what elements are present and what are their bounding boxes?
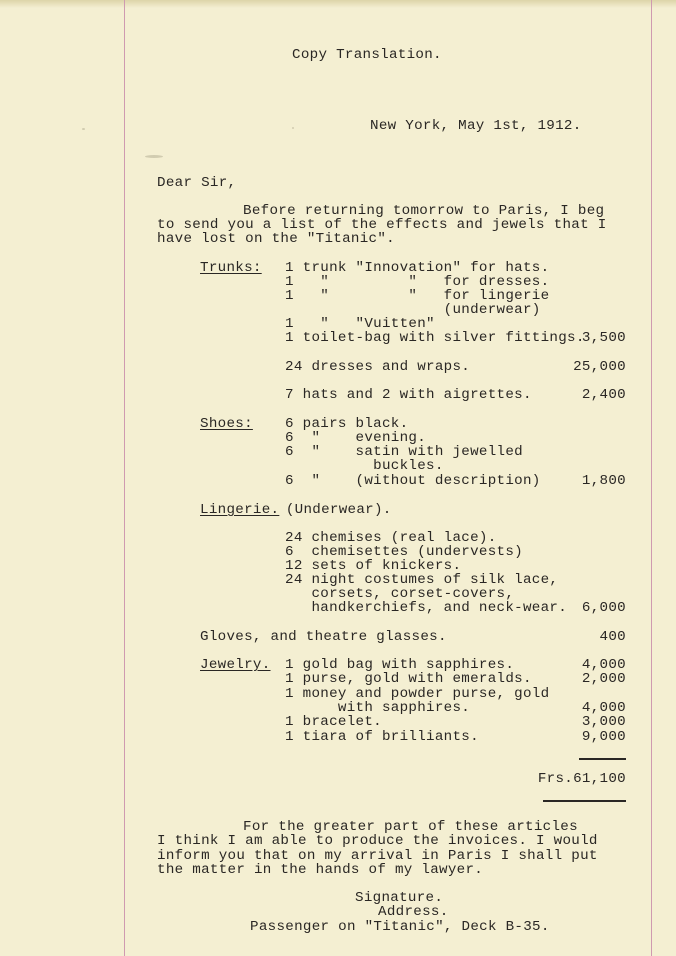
shoes-value: 1,800 <box>581 473 626 489</box>
jewelry-value: 2,000 <box>581 671 626 687</box>
shoes-line: 6 " evening. <box>285 430 427 446</box>
salutation: Dear Sir, <box>157 175 237 191</box>
lingerie-line: 24 chemises (real lace). <box>285 530 497 546</box>
dresses-value: 25,000 <box>573 359 626 375</box>
lingerie-line: handkerchiefs, and neck-wear. <box>285 600 568 616</box>
total-value: Frs.61,100 <box>537 771 626 787</box>
intro-line: Before returning tomorrow to Paris, I beg <box>243 203 605 219</box>
intro-line: have lost on the "Titanic". <box>157 231 395 247</box>
gloves-value: 400 <box>599 629 626 645</box>
paper-speck <box>292 127 294 129</box>
lingerie-line: corsets, corset-covers, <box>285 586 515 602</box>
trunks-line: (underwear) <box>285 302 541 318</box>
trunks-line: 1 toilet-bag with silver fittings. <box>285 330 585 346</box>
jewelry-line: 1 tiara of brilliants. <box>285 729 479 745</box>
closing-line: For the greater part of these articles <box>243 819 578 835</box>
dresses-line: 24 dresses and wraps. <box>285 359 471 375</box>
jewelry-value: 4,000 <box>581 657 626 673</box>
trunks-line: 1 " " for lingerie <box>285 288 550 304</box>
passenger-line: Passenger on "Titanic", Deck B-35. <box>250 919 550 935</box>
document-heading: Copy Translation. <box>292 47 442 63</box>
trunks-line: 1 trunk "Innovation" for hats. <box>285 260 550 276</box>
jewelry-line: 1 gold bag with sapphires. <box>285 657 515 673</box>
jewelry-line: 1 money and powder purse, gold <box>285 686 550 702</box>
sum-rule <box>579 758 626 760</box>
paper-speck <box>145 155 163 158</box>
jewelry-value: 4,000 <box>581 700 626 716</box>
intro-line: to send you a list of the effects and jewels that I <box>157 217 607 233</box>
shoes-label: Shoes: <box>200 416 253 432</box>
hats-line: 7 hats and 2 with aigrettes. <box>285 387 532 403</box>
toilet-bag-value: 3,500 <box>581 330 626 346</box>
jewelry-value: 3,000 <box>581 714 626 730</box>
shoes-line: buckles. <box>285 458 444 474</box>
paper-speck <box>82 128 85 130</box>
gloves-line: Gloves, and theatre glasses. <box>200 629 447 645</box>
left-margin-line <box>124 0 125 956</box>
lingerie-label: Lingerie. <box>200 502 280 518</box>
trunks-label: Trunks: <box>200 260 262 276</box>
dateline: New York, May 1st, 1912. <box>370 118 582 134</box>
shoes-line: 6 " satin with jewelled <box>285 444 523 460</box>
shoes-line: 6 " (without description) <box>285 473 541 489</box>
closing-line: I think I am able to produce the invoices. I would <box>157 833 598 849</box>
closing-line: inform you that on my arrival in Paris I shall put <box>157 848 598 864</box>
jewelry-value: 9,000 <box>581 729 626 745</box>
closing-line: the matter in the hands of my lawyer. <box>157 862 484 878</box>
hats-value: 2,400 <box>581 387 626 403</box>
total-rule <box>543 800 626 802</box>
trunks-line: 1 " " for dresses. <box>285 274 550 290</box>
address-line: Address. <box>378 904 449 920</box>
jewelry-line: 1 bracelet. <box>285 714 382 730</box>
lingerie-suffix: (Underwear). <box>277 502 392 518</box>
shoes-line: 6 pairs black. <box>285 416 409 432</box>
lingerie-line: 6 chemisettes (undervests) <box>285 544 523 560</box>
lingerie-value: 6,000 <box>581 600 626 616</box>
signature-line: Signature. <box>355 890 444 906</box>
lingerie-line: 12 sets of knickers. <box>285 558 462 574</box>
trunks-line: 1 " "Vuitten" <box>285 316 435 332</box>
jewelry-line: with sapphires. <box>285 700 471 716</box>
lingerie-line: 24 night costumes of silk lace, <box>285 572 559 588</box>
jewelry-label: Jewelry. <box>200 657 271 673</box>
jewelry-line: 1 purse, gold with emeralds. <box>285 671 532 687</box>
right-margin-line <box>651 0 652 956</box>
